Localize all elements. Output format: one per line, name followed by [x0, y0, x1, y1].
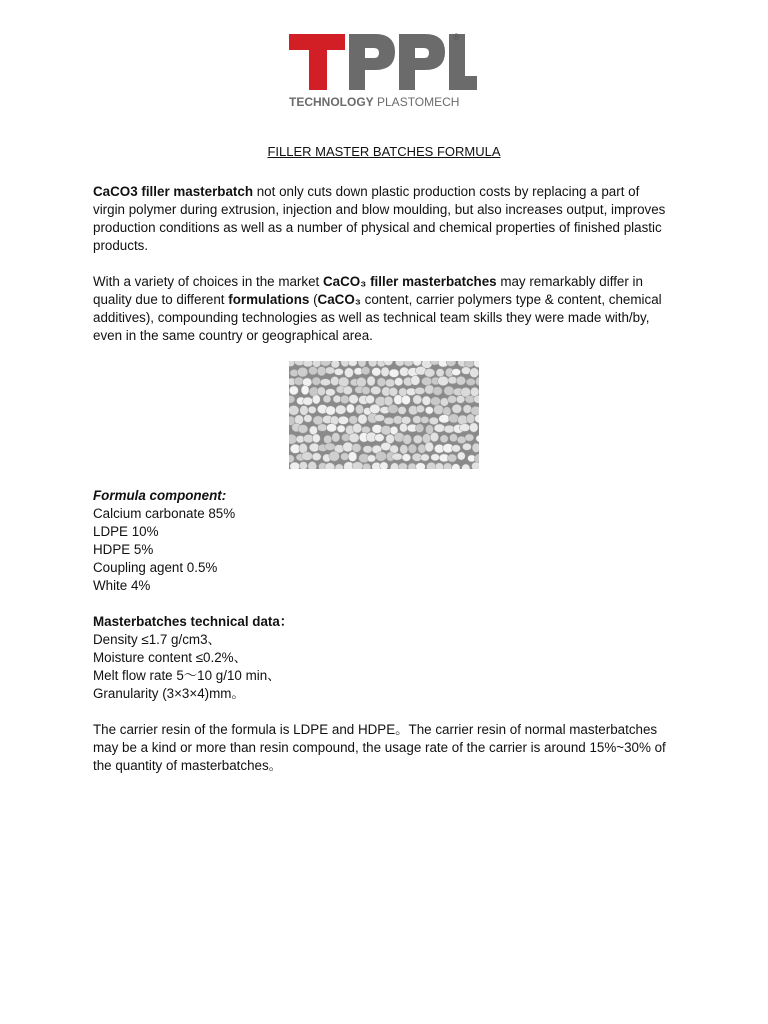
pellet: [433, 387, 442, 396]
pellet: [448, 396, 457, 404]
pellet: [425, 442, 434, 452]
pellet: [340, 395, 349, 403]
pellet: [300, 406, 308, 416]
pellet: [452, 404, 462, 413]
market-text-2: may remarkably differ in quality due to different: [93, 274, 643, 307]
pellet: [452, 445, 461, 452]
pellet: [290, 369, 299, 376]
pellet: [430, 432, 439, 441]
pellet: [344, 368, 353, 378]
pellet: [398, 406, 406, 414]
pellet: [299, 462, 307, 469]
formula-list: [93, 505, 675, 595]
pellet: [297, 367, 307, 377]
pellet: [358, 414, 367, 424]
pellet: [434, 424, 445, 432]
intro-paragraph: [93, 183, 675, 255]
pellet: [422, 396, 431, 405]
pellet: [375, 434, 385, 442]
pellet: [421, 416, 429, 423]
technical-item: Moisture content ≤0.2%、: [93, 650, 247, 665]
pellet: [452, 369, 461, 376]
pellet: [367, 376, 375, 386]
pellet: [317, 387, 325, 396]
pellet: [380, 462, 388, 469]
pellet: [323, 395, 331, 403]
pellet: [461, 367, 470, 375]
formula-item: HDPE 5%: [93, 542, 154, 557]
pellet: [416, 463, 426, 469]
pellet: [374, 415, 384, 422]
pellet: [401, 416, 410, 424]
pellet: [425, 385, 434, 394]
pellet: [349, 416, 358, 424]
pellet: [362, 387, 370, 395]
pellet: [338, 377, 349, 387]
pellet: [343, 442, 353, 452]
pellet: [400, 423, 408, 432]
pellet: [438, 376, 449, 385]
formula-item: White 4%: [93, 578, 151, 593]
pellet: [298, 425, 308, 434]
pellet: [402, 454, 411, 462]
pellet: [335, 405, 346, 414]
pellet: [312, 453, 321, 461]
pellet: [303, 361, 313, 367]
pellet: [317, 424, 327, 431]
pellet: [470, 368, 479, 378]
pellet: [435, 463, 443, 469]
pellet: [308, 406, 316, 413]
pellet: [327, 424, 337, 432]
pellet: [372, 425, 382, 434]
logo-tagline: TECHNOLOGY PLASTOMECH: [289, 95, 460, 109]
market-bold-1: CaCO₃ filler masterbatches: [322, 274, 497, 289]
pellet: [294, 377, 304, 385]
formula-heading: Formula component:: [93, 488, 227, 503]
pellet: [333, 395, 341, 403]
pellet: [348, 361, 357, 366]
tppl-logo-graphic: [287, 30, 483, 110]
pellet: [312, 377, 321, 385]
pellet: [325, 367, 335, 374]
technical-item: Density ≤1.7 g/cm3、: [93, 632, 221, 647]
pellet: [398, 463, 407, 469]
formula-item: LDPE 10%: [93, 524, 159, 539]
pellet: [448, 454, 457, 462]
pellet: [392, 453, 403, 460]
pellet: [388, 404, 398, 413]
pellet: [289, 405, 299, 415]
pellet: [457, 452, 465, 460]
pellet: [444, 386, 454, 395]
pellet: [403, 435, 412, 445]
pellet: [338, 416, 349, 424]
pellet: [411, 376, 420, 386]
pellet: [302, 452, 313, 461]
pellet: [329, 451, 340, 461]
pellet: [458, 415, 468, 425]
pellet: [416, 424, 424, 433]
market-text-4: content, carrier polymers type & content, chemical additives), compounding technologies as well as technical team skills they were made with/by, even in the same country or geographical area.: [93, 292, 662, 343]
pellet: [443, 463, 452, 469]
pellet: [372, 368, 381, 377]
pellet: [425, 407, 433, 415]
pellet: [361, 367, 370, 375]
pellet: [385, 379, 395, 387]
pellet: [353, 423, 362, 433]
pellet: [324, 435, 332, 443]
pellet: [413, 416, 422, 424]
pellet: [303, 397, 313, 405]
pellet: [301, 385, 309, 395]
pellet: [456, 376, 466, 385]
pellet: [349, 433, 359, 442]
pellet: [308, 461, 317, 469]
pellet: [309, 426, 317, 435]
pellet: [466, 414, 474, 424]
company-logo: [287, 30, 483, 110]
pellet: [334, 368, 343, 375]
pellet: [386, 434, 395, 443]
resin-paragraph: The carrier resin of the formula is LDPE and HDPE。The carrier resin of normal masterbatches may be a kind or more than resin compound, the usage rate of the carrier is around 15%~30% of the quantity of masterbatches。: [93, 722, 666, 773]
technical-heading: Masterbatches technical data：: [93, 614, 294, 629]
pellet: [366, 395, 375, 404]
pellet: [384, 396, 393, 405]
pellet: [363, 446, 372, 453]
pellet: [371, 386, 381, 394]
pellet: [472, 443, 479, 452]
pellet: [317, 367, 326, 376]
pellet: [290, 462, 300, 469]
pellet: [343, 386, 352, 395]
pellet: [332, 433, 340, 442]
pellet: [377, 378, 386, 387]
pellet: [415, 387, 425, 394]
market-text-3: (: [309, 292, 318, 307]
registered-mark: ®: [453, 32, 460, 42]
pellet: [416, 405, 424, 413]
pellet: [439, 415, 450, 423]
pellet: [459, 424, 470, 432]
pellet: [361, 426, 370, 433]
pellet: [456, 396, 465, 404]
pellet: [408, 444, 417, 453]
pellet: [463, 405, 472, 414]
pellet: [466, 378, 475, 385]
technical-item: Granularity (3×3×4)mm。: [93, 686, 245, 701]
pellet: [465, 434, 474, 441]
document-body: [93, 143, 675, 775]
pellet: [431, 397, 441, 406]
pellet: [413, 395, 422, 404]
pellet: [325, 443, 336, 450]
pellet: [436, 369, 444, 377]
pellet: [449, 414, 459, 423]
pellet: [400, 445, 408, 454]
pellet: [363, 463, 371, 469]
pellet: [357, 377, 367, 387]
pellet: [346, 404, 354, 413]
pellet: [348, 452, 357, 462]
pellet: [462, 443, 471, 450]
pellet: [370, 404, 381, 413]
pellet: [376, 452, 387, 462]
pellet: [331, 376, 340, 385]
pellet: [384, 417, 394, 424]
pellet: [341, 453, 349, 461]
pellet: [381, 426, 391, 435]
technical-item: Melt flow rate 5～10 g/10 min、: [93, 668, 281, 683]
pellet: [413, 435, 422, 444]
pellet: [450, 434, 458, 442]
pellet: [408, 463, 416, 469]
pellet: [389, 369, 399, 377]
pellet: [389, 387, 398, 396]
pellet: [326, 389, 336, 396]
technical-list: [93, 631, 675, 703]
pellet: [337, 425, 345, 432]
pellet: [331, 361, 340, 368]
pellet: [309, 367, 318, 375]
pellet: [434, 405, 444, 415]
pellet: [313, 416, 323, 425]
pellet: [349, 395, 359, 404]
pellet: [395, 378, 403, 386]
intro-text: not only cuts down plastic production costs by replacing a part of virgin polymer during extrusion, injection and blow moulding, but also increases output, improves production conditions as well as a number of physical and chemical properties of finished plastic products.: [93, 184, 666, 253]
pellet: [352, 462, 363, 469]
pellet: [422, 377, 433, 385]
pellet: [440, 398, 448, 406]
document-title: FILLER MASTER BATCHES FORMULA: [267, 144, 501, 159]
pellet: [320, 379, 331, 386]
pellet: [325, 463, 335, 469]
pellet: [402, 395, 411, 404]
pellet: [352, 444, 361, 453]
pellet-photo: [289, 361, 479, 469]
pellet: [429, 417, 438, 425]
pellet: [289, 386, 298, 395]
pellet: [312, 395, 320, 404]
pellet: [304, 415, 312, 423]
market-paragraph: [93, 273, 675, 345]
formula-item: Coupling agent 0.5%: [93, 560, 218, 575]
market-text-1: With a variety of choices in the market: [93, 274, 323, 289]
pellet: [312, 434, 320, 443]
pellet: [367, 455, 376, 462]
pellet: [355, 405, 363, 414]
pellet: [431, 454, 440, 461]
pellet: [421, 454, 430, 461]
pellet: [381, 367, 389, 377]
pellet: [326, 406, 336, 415]
pellet: [464, 361, 475, 367]
pellet: [470, 423, 479, 432]
pellet: [440, 435, 448, 443]
market-bold-2: formulations: [228, 292, 310, 307]
market-bold-3: CaCO₃: [317, 292, 361, 307]
formula-item: Calcium carbonate 85%: [93, 506, 236, 521]
intro-bold: CaCO3 filler masterbatch: [93, 184, 254, 199]
pellet: [425, 369, 435, 378]
